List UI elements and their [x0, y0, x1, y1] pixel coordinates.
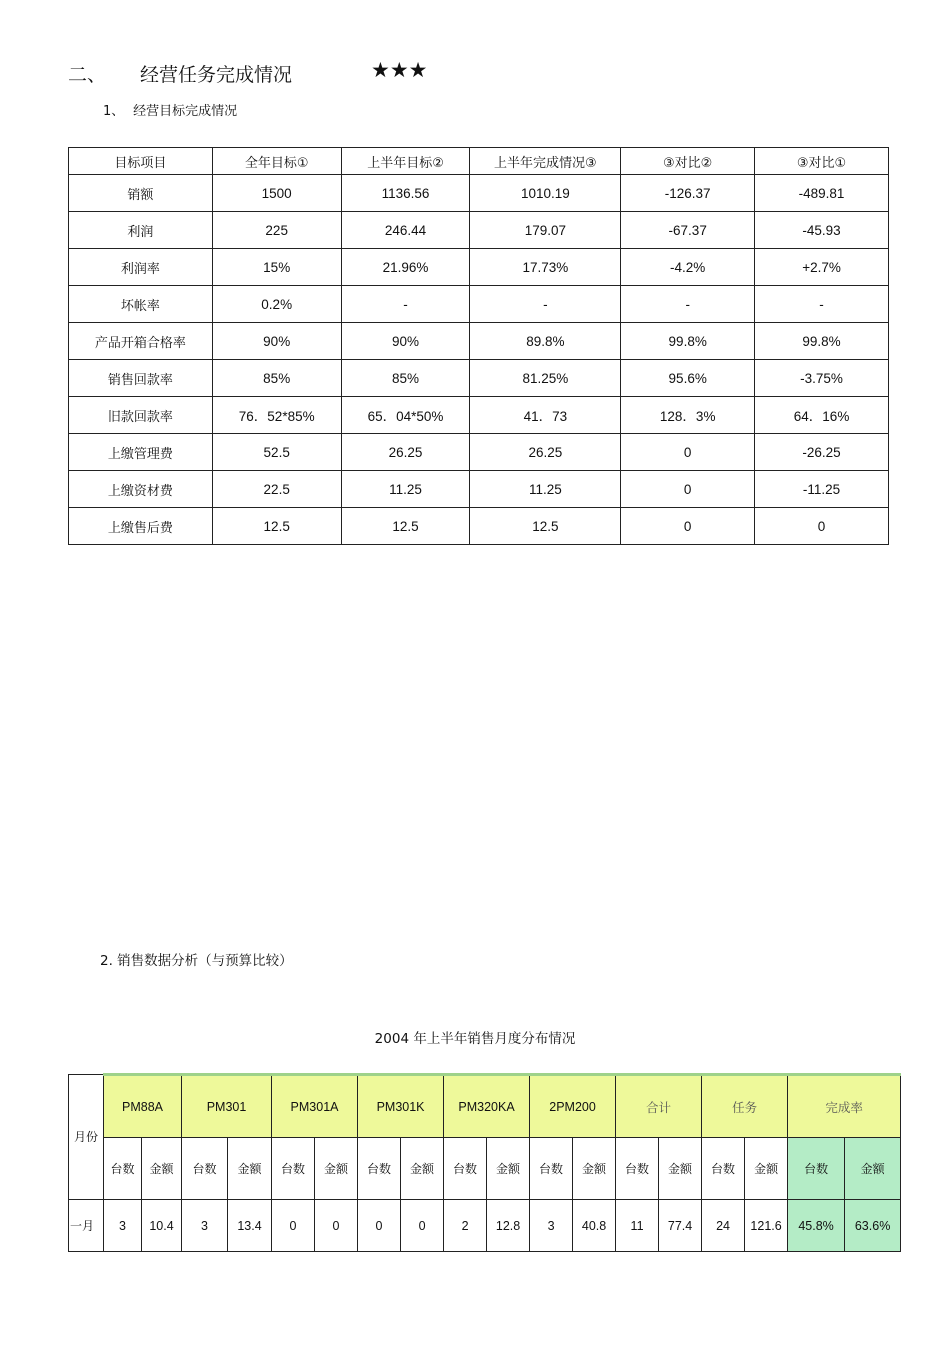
table-header-row	[69, 148, 889, 175]
table-cell: 128．3%	[621, 397, 755, 434]
table-cell: -126.37	[621, 175, 755, 212]
table-title: 2004 年上半年销售月度分布情况	[374, 1031, 576, 1047]
table-cell: -	[341, 286, 470, 323]
table-row	[69, 323, 889, 360]
table-cell: 0	[621, 471, 755, 508]
row-label: 上缴资材费	[69, 471, 213, 508]
units-header: 台数	[272, 1138, 315, 1200]
table-cell: 90%	[341, 323, 470, 360]
table-cell: 1010.19	[470, 175, 621, 212]
row-label: 销售回款率	[69, 360, 213, 397]
table-cell: 0	[358, 1200, 401, 1252]
table-cell: -26.25	[755, 434, 889, 471]
table-cell: -489.81	[755, 175, 889, 212]
table-cell: 13.4	[228, 1200, 272, 1252]
completion-rate-header: 完成率	[788, 1075, 901, 1138]
header-cell: 上半年目标②	[341, 148, 470, 175]
rate-amount-header: 金额	[845, 1138, 901, 1200]
table-cell: 0	[401, 1200, 444, 1252]
header-cell: ③对比①	[755, 148, 889, 175]
table-cell: 179.07	[470, 212, 621, 249]
amount-header: 金额	[745, 1138, 788, 1200]
table-cell: 89.8%	[470, 323, 621, 360]
amount-header: 金额	[228, 1138, 272, 1200]
product-header: PM301K	[358, 1075, 444, 1138]
table-cell: 12.5	[470, 508, 621, 545]
amount-header: 金额	[142, 1138, 182, 1200]
total-header: 合计	[616, 1075, 702, 1138]
row-label: 利润	[69, 212, 213, 249]
table-cell: 246.44	[341, 212, 470, 249]
table-cell: -4.2%	[621, 249, 755, 286]
units-header: 台数	[702, 1138, 745, 1200]
table-cell: -	[621, 286, 755, 323]
product-header: PM88A	[104, 1075, 182, 1138]
table-cell: 121.6	[745, 1200, 788, 1252]
table-cell: 12.5	[212, 508, 341, 545]
table-cell: 12.5	[341, 508, 470, 545]
units-header: 台数	[444, 1138, 487, 1200]
table-cell: -	[470, 286, 621, 323]
units-header: 台数	[530, 1138, 573, 1200]
table-cell: 1500	[212, 175, 341, 212]
month-label: 一月	[69, 1200, 104, 1252]
table-row	[69, 360, 889, 397]
rate-cell: 45.8%	[788, 1200, 845, 1252]
header-cell: ③对比②	[621, 148, 755, 175]
month-header: 月份	[69, 1075, 104, 1200]
subsection-number: 1、	[103, 104, 125, 119]
table-cell: 15%	[212, 249, 341, 286]
table-cell: 22.5	[212, 471, 341, 508]
rate-cell: 63.6%	[845, 1200, 901, 1252]
table-cell: -67.37	[621, 212, 755, 249]
table-row	[69, 397, 889, 434]
section-2-title: 2. 销售数据分析（与预算比较）	[100, 953, 293, 969]
table-cell: 99.8%	[621, 323, 755, 360]
table-cell: 26.25	[341, 434, 470, 471]
units-header: 台数	[104, 1138, 142, 1200]
rate-units-header: 台数	[788, 1138, 845, 1200]
table-cell: 77.4	[659, 1200, 702, 1252]
table-cell: 11	[616, 1200, 659, 1252]
table-row	[69, 175, 889, 212]
units-header: 台数	[616, 1138, 659, 1200]
header-cell: 目标项目	[69, 148, 213, 175]
table-cell: 85%	[212, 360, 341, 397]
table-cell: 64．16%	[755, 397, 889, 434]
table-row	[69, 508, 889, 545]
table-cell: 17.73%	[470, 249, 621, 286]
table-row	[69, 471, 889, 508]
table-cell: -	[755, 286, 889, 323]
table-cell: 76．52*85%	[212, 397, 341, 434]
row-label: 上缴售后费	[69, 508, 213, 545]
amount-header: 金额	[573, 1138, 616, 1200]
table-cell: 26.25	[470, 434, 621, 471]
amount-header: 金额	[401, 1138, 444, 1200]
row-label: 利润率	[69, 249, 213, 286]
table-cell: +2.7%	[755, 249, 889, 286]
table-cell: 3	[530, 1200, 573, 1252]
table-cell: 3	[182, 1200, 228, 1252]
row-label: 上缴管理费	[69, 434, 213, 471]
table-cell: 81.25%	[470, 360, 621, 397]
section-title: 经营任务完成情况	[140, 64, 293, 86]
amount-header: 金额	[315, 1138, 358, 1200]
table-cell: 225	[212, 212, 341, 249]
subsection-heading	[103, 100, 237, 119]
product-header: PM301	[182, 1075, 272, 1138]
table-cell: 10.4	[142, 1200, 182, 1252]
table-cell: 90%	[212, 323, 341, 360]
table-cell: 85%	[341, 360, 470, 397]
row-label: 销额	[69, 175, 213, 212]
table-cell: 41．73	[470, 397, 621, 434]
table-cell: 40.8	[573, 1200, 616, 1252]
table-cell: 11.25	[341, 471, 470, 508]
row-label: 旧款回款率	[69, 397, 213, 434]
table-cell: 0	[755, 508, 889, 545]
target-completion-table	[68, 147, 889, 545]
table-row	[69, 434, 889, 471]
product-header: 2PM200	[530, 1075, 616, 1138]
task-header: 任务	[702, 1075, 788, 1138]
table-cell: 11.25	[470, 471, 621, 508]
table-cell: 95.6%	[621, 360, 755, 397]
table-cell: 99.8%	[755, 323, 889, 360]
section-heading	[68, 58, 428, 87]
table-row	[69, 249, 889, 286]
table-cell: -11.25	[755, 471, 889, 508]
table-cell: 0.2%	[212, 286, 341, 323]
subsection-title: 经营目标完成情况	[133, 104, 238, 119]
table-cell: 24	[702, 1200, 745, 1252]
amount-header: 金额	[659, 1138, 702, 1200]
table-cell: 52.5	[212, 434, 341, 471]
table-cell: 12.8	[487, 1200, 530, 1252]
table-cell: 0	[315, 1200, 358, 1252]
table-cell: 0	[621, 508, 755, 545]
table-cell: -3.75%	[755, 360, 889, 397]
table-row	[69, 1200, 901, 1252]
units-header: 台数	[182, 1138, 228, 1200]
sub-header-row	[69, 1138, 901, 1200]
table-row	[69, 286, 889, 323]
product-header: PM320KA	[444, 1075, 530, 1138]
table-row	[69, 212, 889, 249]
table-cell: 65．04*50%	[341, 397, 470, 434]
row-label: 产品开箱合格率	[69, 323, 213, 360]
table-cell: 3	[104, 1200, 142, 1252]
row-label: 坏帐率	[69, 286, 213, 323]
header-cell: 上半年完成情况③	[470, 148, 621, 175]
table-cell: 1136.56	[341, 175, 470, 212]
table-cell: 0	[272, 1200, 315, 1252]
table-cell: 0	[621, 434, 755, 471]
table-cell: 2	[444, 1200, 487, 1252]
section-number: 二、	[68, 64, 107, 86]
header-cell: 全年目标①	[212, 148, 341, 175]
table-cell: -45.93	[755, 212, 889, 249]
product-header: PM301A	[272, 1075, 358, 1138]
amount-header: 金额	[487, 1138, 530, 1200]
star-rating: ★★★	[371, 58, 428, 82]
table-cell: 21.96%	[341, 249, 470, 286]
monthly-sales-table	[68, 1073, 901, 1252]
units-header: 台数	[358, 1138, 401, 1200]
product-header-row	[69, 1075, 901, 1138]
